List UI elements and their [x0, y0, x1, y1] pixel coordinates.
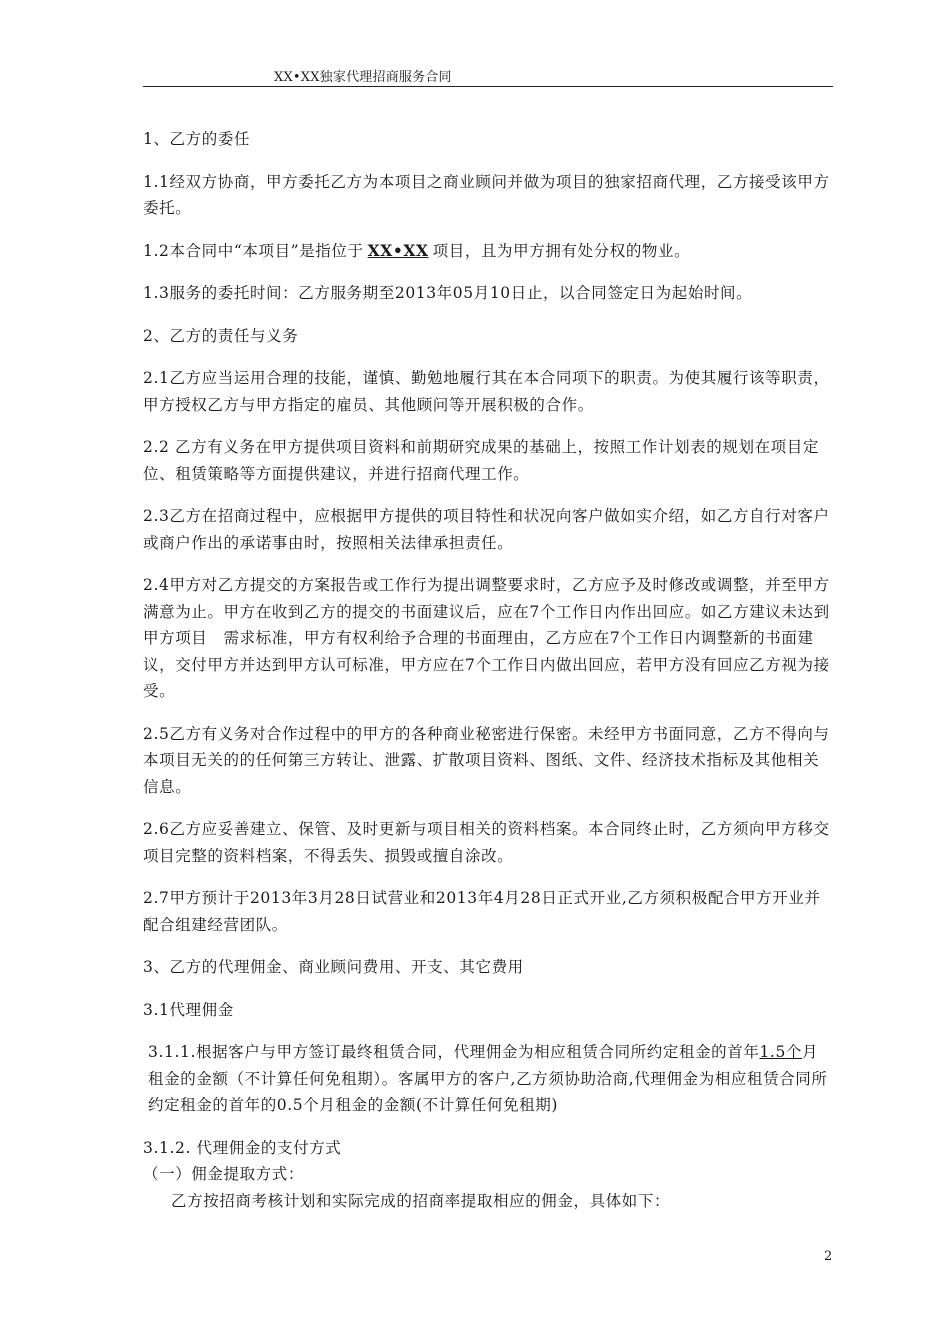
document-body [143, 126, 833, 1214]
header-divider [143, 86, 833, 87]
project-name-field: XX•XX [367, 240, 429, 260]
clause-2-3: 2.3乙方在招商过程中，应根据甲方提供的项目特性和状况向客户做如实介绍，如乙方自行对客户或商户作出的承诺事由时，按照相关法律承担责任。 [143, 507, 830, 552]
clause-3-1-1-pre: 3.1.1.根据客户与甲方签订最终租赁合同，代理佣金为相应租赁合同所约定租金的首年 [148, 1043, 760, 1061]
clause-2-4: 2.4甲方对乙方提交的方案报告或工作行为提出调整要求时，乙方应予及时修改或调整，并至甲方满意为止。甲方在收到乙方的提交的书面建议后，应在7个工作日内作出回应。如乙方建议未达到甲方项目 需求标准，甲方有权利给予合理的书面理由，乙方应在7个工作日内调整新的书面建议，交付甲方并达到甲方认可标准，甲方应在7个工作日内做出回应，若甲方没有回应乙方视为接受。 [143, 576, 830, 700]
clause-3-1: 3.1代理佣金 [143, 1000, 234, 1019]
clause-3-1-2-item-1: （一）佣金提取方式： [143, 1165, 305, 1183]
clause-3-1-2-item-1-detail: 乙方按招商考核计划和实际完成的招商率提取相应的佣金，具体如下： [171, 1191, 671, 1210]
clause-2-1: 2.1乙方应当运用合理的技能，谨慎、勤勉地履行其在本合同项下的职责。为使其履行该等职责，甲方授权乙方与甲方指定的雇员、其他顾问等开展积极的合作。 [143, 369, 830, 414]
clause-2-5: 2.5乙方有义务对合作过程中的甲方的各种商业秘密进行保密。未经甲方书面同意，乙方不得向与本项目无关的的任何第三方转让、泄露、扩散项目资料、图纸、文件、经济技术指标及其他相关信息。 [143, 724, 830, 796]
commission-months-value: 1.5个 [759, 1043, 803, 1061]
section-3-heading: 3、乙方的代理佣金、商业顾问费用、开支、其它费用 [143, 958, 524, 976]
section-2-heading: 2、乙方的责任与义务 [143, 326, 299, 345]
clause-1-2-pre: 1.2本合同中“本项目”是指位于 [143, 241, 364, 260]
page-number: 2 [824, 1249, 833, 1264]
clause-1-2-post: 项目，且为甲方拥有处分权的物业。 [432, 241, 691, 260]
clause-2-7: 2.7甲方预计于2013年3月28日试营业和2013年4月28日正式开业,乙方须积极配合甲方开业并配合组建经营团队。 [143, 889, 821, 934]
clause-2-2: 2.2 乙方有义务在甲方提供项目资料和前期研究成果的基础上，按照工作计划表的规划在项目定位、租赁策略等方面提供建议，并进行招商代理工作。 [143, 438, 819, 483]
section-1-heading: 1、乙方的委任 [143, 130, 251, 148]
clause-3-1-2: 3.1.2. 代理佣金的支付方式 [143, 1138, 342, 1157]
document-header-title: XX•XX独家代理招商服务合同 [274, 70, 452, 85]
clause-1-3: 1.3服务的委托时间：乙方服务期至2013年05月10日止，以合同签定日为起始时间。 [143, 284, 753, 302]
clause-2-6: 2.6乙方应妥善建立、保管、及时更新与项目相关的资料档案。本合同终止时，乙方须向甲方移交项目完整的资料档案，不得丢失、损毁或擅自涂改。 [143, 820, 830, 865]
clause-3-1-1 [143, 1039, 833, 1119]
clause-1-2 [143, 238, 833, 265]
clause-3-1-1-post: 月租金的金额（不计算任何免租期）。客属甲方的客户,乙方须协助洽商,代理佣金为相应租赁合同所约定租金的首年的0.5个月租金的金额(不计算任何免租期) [148, 1043, 828, 1114]
clause-1-1: 1.1经双方协商，甲方委托乙方为本项目之商业顾问并做为项目的独家招商代理，乙方接受该甲方委托。 [143, 172, 830, 217]
